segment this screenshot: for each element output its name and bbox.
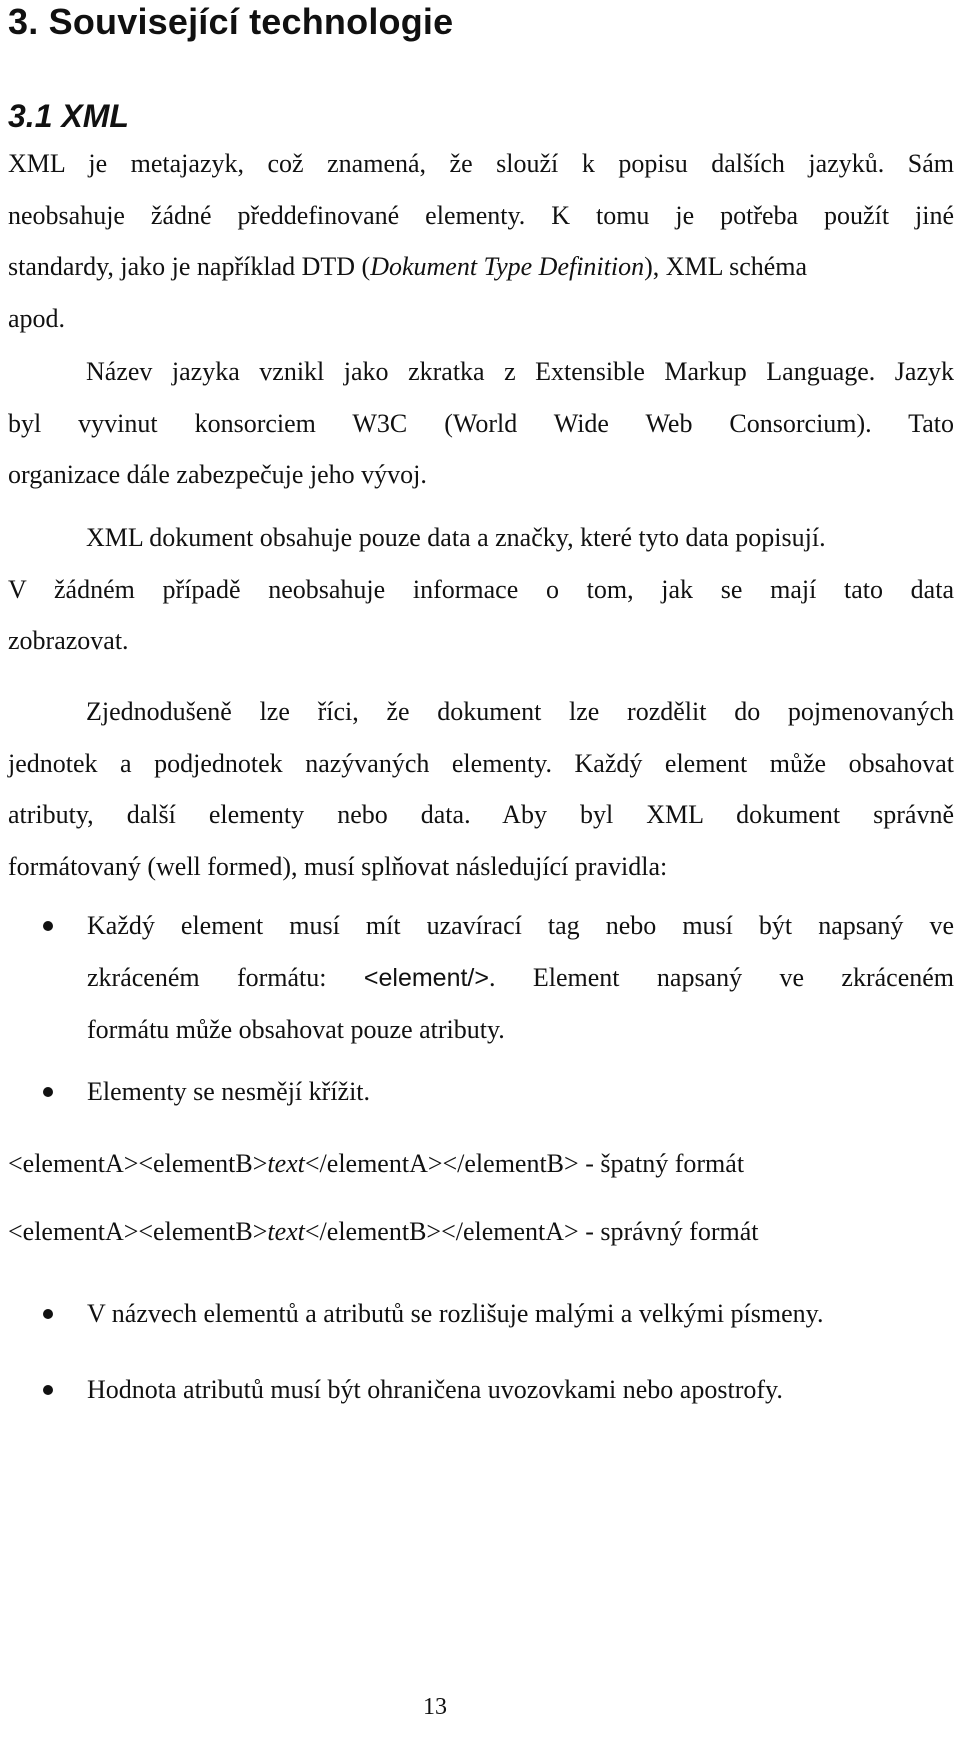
- text-line: jednotek a podjednotek nazývaných elementy. Každý element může obsahovat: [8, 748, 954, 778]
- subsection-heading: 3.1 XML: [8, 98, 129, 134]
- text-line: Název jazyka vznikl jako zkratka z Extensible Markup Language. Jazyk: [86, 357, 954, 386]
- example-bad-format: [8, 1144, 744, 1184]
- text-line: V žádném případě neobsahuje informace o tom, jak se mají tato data: [8, 574, 954, 604]
- list-item-text: [87, 1288, 954, 1340]
- dtd-term: Dokument Type Definition: [370, 252, 645, 281]
- code-text: </elementB></elementA>: [304, 1217, 579, 1246]
- code-text: </elementA></elementB>: [304, 1149, 579, 1178]
- paragraph-xml-intro: [8, 138, 954, 344]
- text-line: XML dokument obsahuje pouze data a značky, které tyto data popisují.: [86, 523, 826, 552]
- text-line: Zjednodušeně lze říci, že dokument lze rozdělit do pojmenovaných: [86, 697, 954, 726]
- text-span: ), XML schéma: [644, 252, 808, 281]
- text-line: Elementy se nesmějí křížit.: [87, 1077, 371, 1106]
- bullet-icon: [43, 1385, 53, 1395]
- text-line: formátovaný (well formed), musí splňovat následující pravidla:: [8, 851, 668, 881]
- text-line: apod.: [8, 303, 66, 333]
- text-span: zkráceném formátu:: [87, 962, 364, 992]
- text-line: organizace dále zabezpečuje jeho vývoj.: [8, 460, 427, 489]
- text-line: byl vyvinut konsorciem W3C (World Wide Web Consorcium). Tato: [8, 408, 954, 438]
- paragraph-well-formed: [8, 686, 954, 892]
- list-item-text: [87, 900, 954, 1056]
- section-heading: 3. Související technologie: [8, 1, 454, 42]
- text-line: atributy, další elementy nebo data. Aby byl XML dokument správně: [8, 800, 954, 829]
- text-line: [8, 241, 954, 293]
- paragraph-document-content: [8, 512, 954, 667]
- list-item-text: [87, 1364, 954, 1416]
- list-item-text: [87, 1066, 954, 1118]
- text-line: Každý element musí mít uzavírací tag nebo musí být napsaný ve: [87, 911, 954, 940]
- text-line: XML je metajazyk, což znamená, že slouží k popisu dalších jazyků. Sám: [8, 149, 954, 178]
- text-line: V názvech elementů a atributů se rozlišuje malými a velkými písmeny.: [87, 1299, 824, 1328]
- code-text: text: [267, 1217, 305, 1246]
- text-line: zobrazovat.: [8, 626, 129, 655]
- text-line: [87, 952, 954, 1005]
- page-number: 13: [423, 1694, 447, 1720]
- code-text: <elementA><elementB>: [8, 1217, 268, 1246]
- example-good-format: [8, 1212, 758, 1252]
- bullet-icon: [43, 921, 53, 931]
- bullet-icon: [43, 1309, 53, 1319]
- text-span: standardy, jako je například DTD (: [8, 252, 371, 281]
- code-text: <elementA><elementB>: [8, 1149, 268, 1178]
- text-span: . Element napsaný ve zkráceném: [488, 962, 954, 992]
- text-line: neobsahuje žádné předdefinované elementy. K tomu je potřeba použít jiné: [8, 200, 954, 230]
- example-note: - správný formát: [578, 1217, 759, 1246]
- bullet-icon: [43, 1087, 53, 1097]
- text-line: Hodnota atributů musí být ohraničena uvozovkami nebo apostrofy.: [87, 1375, 783, 1404]
- element-code: <element/>: [363, 963, 489, 992]
- text-line: formátu může obsahovat pouze atributy.: [87, 1015, 505, 1044]
- code-text: text: [267, 1149, 305, 1178]
- paragraph-name-origin: [8, 346, 954, 501]
- example-note: - špatný formát: [578, 1149, 745, 1178]
